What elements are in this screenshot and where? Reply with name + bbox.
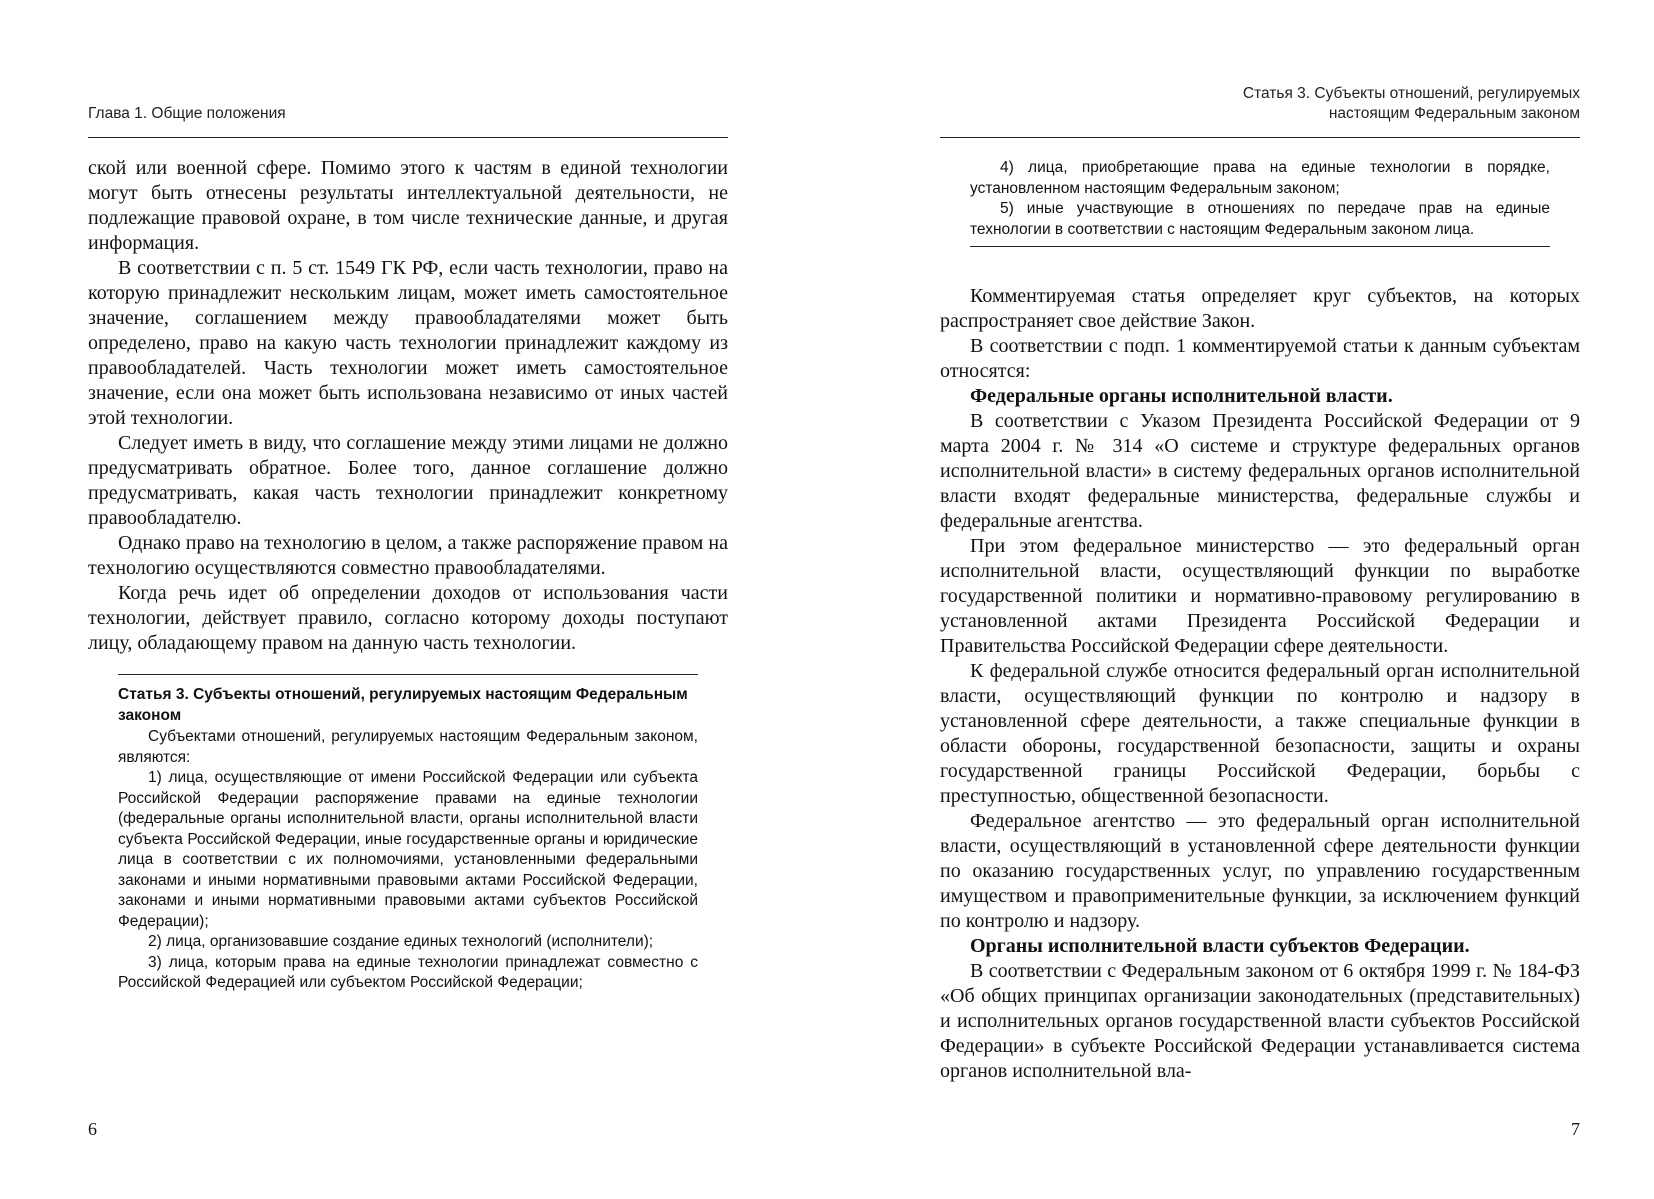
law-article-continued — [970, 158, 1550, 247]
paragraph: В соответствии с подп. 1 комментируемой статьи к данным субъектам относятся: — [940, 335, 1580, 382]
page-number: 6 — [88, 1119, 97, 1139]
paragraph: Комментируемая статья определяет круг субъектов, на которых распространяет свое действие Закон. — [940, 285, 1580, 332]
left-page — [88, 0, 728, 1199]
paragraph: При этом федеральное министерство — это федеральный орган исполнительной власти, осуществляющий функции по выработке государственной политики и нормативно-правовому регулированию в установленной актами Президента Российской Федерации и Правительства Российской Федерации сфере деятельности. — [940, 535, 1580, 657]
right-body-text — [940, 284, 1580, 1084]
running-head-chapter: Глава 1. Общие положения — [88, 105, 286, 122]
header-rule — [940, 137, 1580, 138]
running-head-line: настоящим Федеральным законом — [1328, 105, 1580, 122]
paragraph: ской или военной сфере. Помимо этого к частям в единой технологии могут быть отнесены результаты интеллектуальной деятельности, не подлежащие правовой охране, в том числе технические данные, и другая информация. — [88, 157, 728, 254]
article-item: 4) лица, приобретающие права на единые технологии в порядке, установленном настоящим Федеральным законом; — [970, 159, 1550, 197]
paragraph: В соответствии с п. 5 ст. 1549 ГК РФ, если часть технологии, право на которую принадлежит нескольким лицам, может иметь самостоятельное значение, соглашением между правообладателями может быть определено, право на какую часть технологии принадлежит каждому из правообладателей. Часть технологии может иметь самостоятельное значение, если она может быть использована независимо от иных частей этой технологии. — [88, 257, 728, 429]
article-item: 3) лица, которым права на единые технологии принадлежат совместно с Российской Федерацией или субъектом Российской Федерации; — [118, 953, 698, 991]
header-rule — [88, 137, 728, 138]
article-item: 1) лица, осуществляющие от имени Российской Федерации или субъекта Российской Федерации распоряжение правами на единые технологии (федеральные органы исполнительной власти, органы исполнительной власти субъекта Российской Федерации, иные государственные органы и юридические лица в соответствии с их полномочиями, установленными федеральными законами и иными нормативными правовыми актами Российской Федерации, законами и иными нормативными правовыми актами субъектов Российской Федерации); — [118, 769, 698, 930]
running-head-article — [940, 84, 1580, 124]
paragraph: Когда речь идет об определении доходов от использования части технологии, действует правило, согласно которому доходы поступают лицу, обладающему правом на данную часть технологии. — [88, 582, 728, 654]
left-body-text — [88, 156, 728, 656]
article-title: Статья 3. Субъекты отношений, регулируемых настоящим Федеральным законом — [118, 686, 688, 724]
paragraph: В соответствии с Указом Президента Российской Федерации от 9 марта 2004 г. № 314 «О системе и структуре федеральных органов исполнительной власти» в систему федеральных органов исполнительной власти входят федеральные министерства, федеральные службы и федеральные агентства. — [940, 410, 1580, 532]
section-heading: Органы исполнительной власти субъектов Федерации. — [970, 935, 1470, 957]
right-page — [940, 0, 1580, 1199]
paragraph: В соответствии с Федеральным законом от 6 октября 1999 г. № 184-ФЗ «Об общих принципах организации законодательных (представительных) и исполнительных органов государственной власти субъектов Российской Федерации» в субъекте Российской Федерации устанавливается система органов исполнительной вла- — [940, 960, 1580, 1082]
paragraph: Однако право на технологию в целом, а также распоряжение правом на технологию осуществляются совместно правообладателями. — [88, 532, 728, 579]
page-number: 7 — [1571, 1119, 1580, 1139]
law-article-box — [118, 674, 698, 994]
paragraph: К федеральной службе относится федеральный орган исполнительной власти, осуществляющий функции по контролю и надзору в установленной сфере деятельности, а также специальные функции в области обороны, государственной безопасности, защиты и охраны государственной границы Российской Федерации, борьбы с преступностью, общественной безопасности. — [940, 660, 1580, 807]
article-item: 2) лица, организовавшие создание единых технологий (исполнители); — [148, 933, 654, 950]
article-item: 5) иные участвующие в отношениях по передаче прав на единые технологии в соответствии с настоящим Федеральным законом лица. — [970, 200, 1550, 238]
section-heading: Федеральные органы исполнительной власти. — [970, 385, 1393, 407]
paragraph: Следует иметь в виду, что соглашение между этими лицами не должно предусматривать обратное. Более того, данное соглашение должно предусматривать, какая часть технологии принадлежит конкретному правообладателю. — [88, 432, 728, 529]
article-item: Субъектами отношений, регулируемых настоящим Федеральным законом, являются: — [118, 728, 698, 766]
paragraph: Федеральное агентство — это федеральный орган исполнительной власти, осуществляющий в установленной сфере деятельности функции по оказанию государственных услуг, по управлению государственным имуществом и правоприменительные функции, за исключением функций по контролю и надзору. — [940, 810, 1580, 932]
running-head-line: Статья 3. Субъекты отношений, регулируемых — [1242, 85, 1580, 102]
